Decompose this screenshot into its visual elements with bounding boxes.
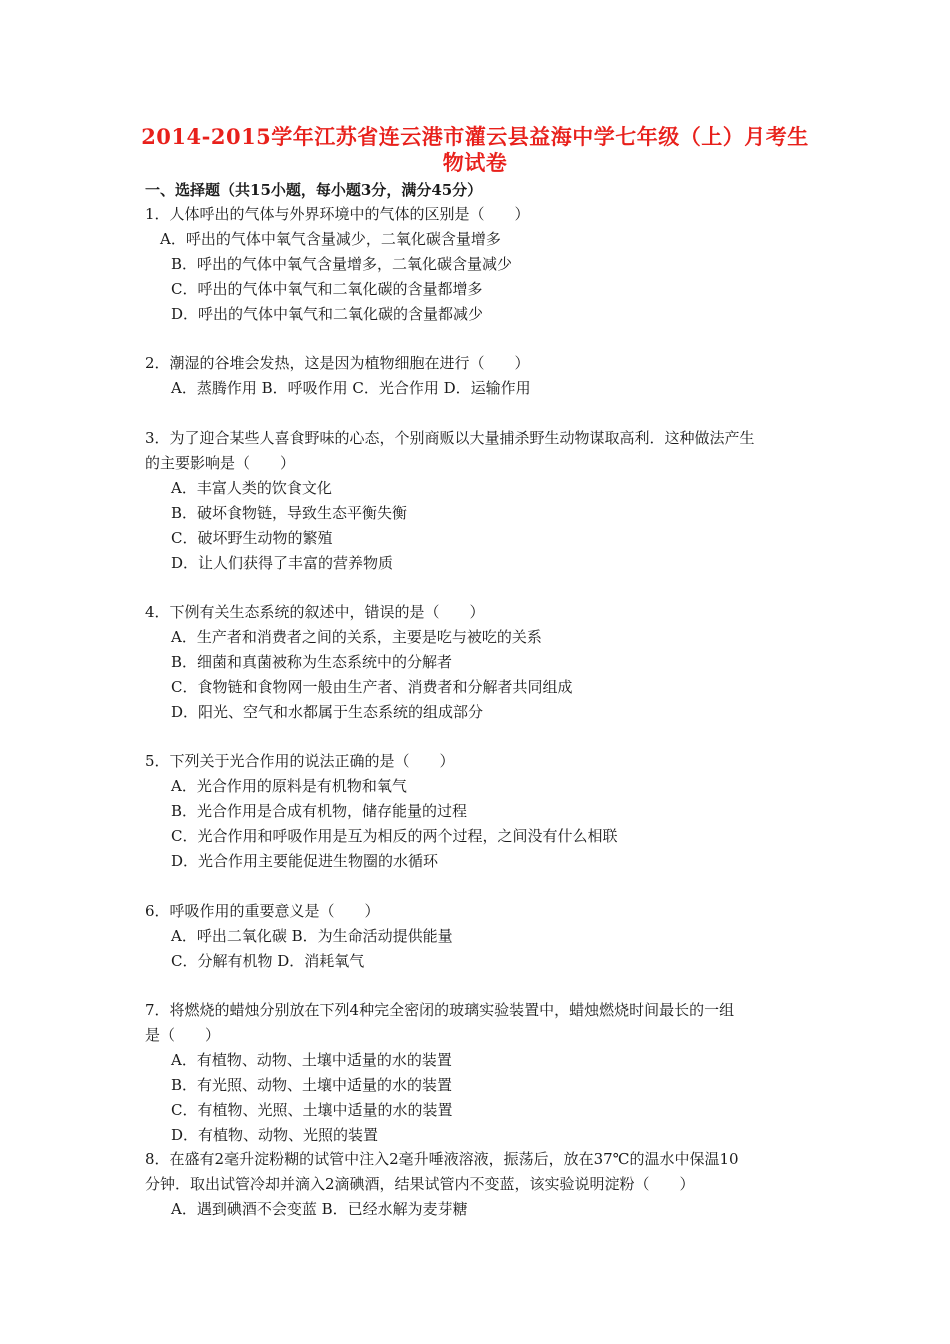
section-heading: 一、选择题（共15小题，每小题3分，满分45分） [145,181,483,199]
question-3-option-a: A．丰富人类的饮食文化 [171,479,332,497]
question-7-stem-cont: 是（ ） [145,1026,221,1044]
question-6-options-cd: C．分解有机物 D．消耗氧气 [171,952,365,970]
question-5-option-a: A．光合作用的原料是有机物和氧气 [171,777,407,795]
exam-title: 2014-2015学年江苏省连云港市灌云县益海中学七年级（上）月考生物试卷 [141,124,809,175]
question-7-option-d: D．有植物、动物、光照的装置 [171,1126,379,1144]
question-1-stem: 1．人体呼出的气体与外界环境中的气体的区别是（ ） [145,205,530,223]
question-5-option-d: D．光合作用主要能促进生物圈的水循环 [171,852,439,870]
question-3-option-c: C．破坏野生动物的繁殖 [171,529,333,547]
question-1-option-d: D．呼出的气体中氧气和二氧化碳的含量都减少 [171,305,484,323]
question-2-stem: 2．潮湿的谷堆会发热，这是因为植物细胞在进行（ ） [145,354,530,372]
question-1-option-b: B．呼出的气体中氧气含量增多，二氧化碳含量减少 [171,255,513,273]
question-3-stem: 3．为了迎合某些人喜食野味的心态，个别商贩以大量捕杀野生动物谋取高利．这种做法产生 [145,429,755,447]
question-2-options: A．蒸腾作用 B．呼吸作用 C．光合作用 D．运输作用 [171,379,531,397]
question-7-stem: 7．将燃烧的蜡烛分别放在下列4种完全密闭的玻璃实验装置中，蜡烛燃烧时间最长的一组 [145,1001,735,1019]
question-4-option-a: A．生产者和消费者之间的关系，主要是吃与被吃的关系 [171,628,542,646]
question-6-stem: 6．呼吸作用的重要意义是（ ） [145,902,380,920]
question-7-option-a: A．有植物、动物、土壤中适量的水的装置 [171,1051,452,1069]
question-7-option-b: B．有光照、动物、土壤中适量的水的装置 [171,1076,453,1094]
question-6-options-ab: A．呼出二氧化碳 B．为生命活动提供能量 [171,927,453,945]
question-4-option-b: B．细菌和真菌被称为生态系统中的分解者 [171,653,453,671]
question-8-stem: 8．在盛有2毫升淀粉糊的试管中注入2毫升唾液溶液，振荡后，放在37℃的温水中保温10 [145,1150,739,1168]
question-1-option-a: A．呼出的气体中氧气含量减少，二氧化碳含量增多 [160,230,501,248]
question-5-option-c: C．光合作用和呼吸作用是互为相反的两个过程，之间没有什么相联 [171,827,618,845]
question-4-stem: 4．下例有关生态系统的叙述中，错误的是（ ） [145,603,485,621]
question-4-option-d: D．阳光、空气和水都属于生态系统的组成部分 [171,703,484,721]
question-5-stem: 5．下列关于光合作用的说法正确的是（ ） [145,752,455,770]
question-5-option-b: B．光合作用是合成有机物，储存能量的过程 [171,802,468,820]
question-8-stem-cont: 分钟．取出试管冷却并滴入2滴碘酒，结果试管内不变蓝，该实验说明淀粉（ ） [145,1175,695,1193]
question-1-option-c: C．呼出的气体中氧气和二氧化碳的含量都增多 [171,280,483,298]
question-3-option-b: B．破坏食物链，导致生态平衡失衡 [171,504,408,522]
question-8-options-ab: A．遇到碘酒不会变蓝 B．已经水解为麦芽糖 [171,1200,468,1218]
question-7-option-c: C．有植物、光照、土壤中适量的水的装置 [171,1101,453,1119]
question-3-stem-cont: 的主要影响是（ ） [145,454,296,472]
question-3-option-d: D．让人们获得了丰富的营养物质 [171,554,394,572]
question-4-option-c: C．食物链和食物网一般由生产者、消费者和分解者共同组成 [171,678,573,696]
